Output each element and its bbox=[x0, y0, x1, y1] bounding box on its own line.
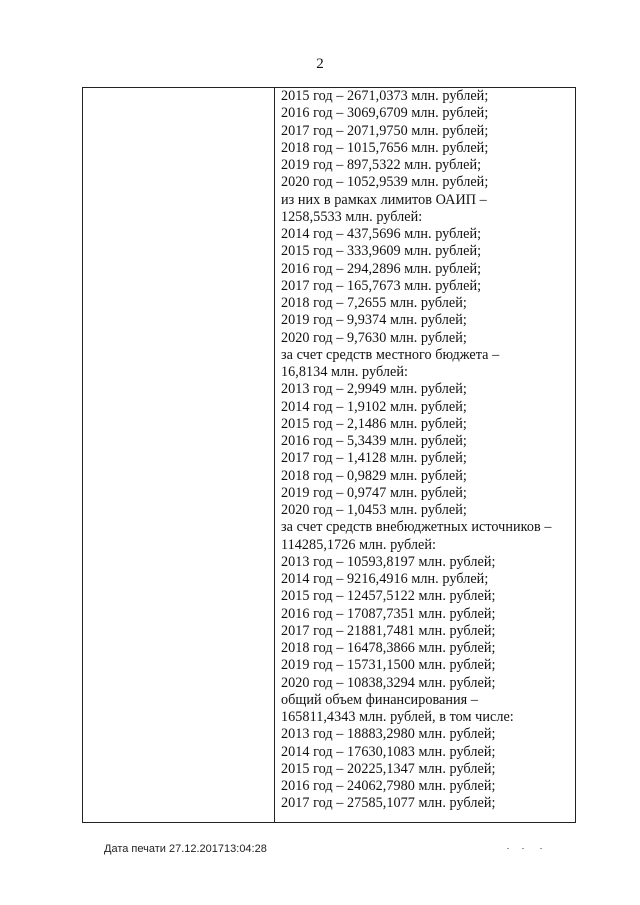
financing-lines-list bbox=[275, 88, 575, 813]
financing-line: 2019 год – 0,9747 млн. рублей; bbox=[281, 484, 467, 501]
financing-line: 2019 год – 9,9374 млн. рублей; bbox=[281, 312, 467, 329]
financing-line: 2015 год – 2,1486 млн. рублей; bbox=[281, 415, 467, 432]
financing-line: 2013 год – 2,9949 млн. рублей; bbox=[281, 381, 467, 398]
financing-line: 2020 год – 10838,3294 млн. рублей; bbox=[281, 674, 496, 691]
financing-line: 16,8134 млн. рублей: bbox=[281, 364, 408, 380]
table-left-cell bbox=[83, 88, 275, 823]
financing-line: 2014 год – 9216,4916 млн. рублей; bbox=[281, 571, 489, 587]
financing-line: 2014 год – 1,9102 млн. рублей; bbox=[281, 398, 467, 415]
financing-line: 2017 год – 27585,1077 млн. рублей; bbox=[281, 795, 496, 812]
financing-line: 2020 год – 9,7630 млн. рублей; bbox=[281, 329, 467, 346]
financing-line: 165811,4343 млн. рублей, в том числе: bbox=[281, 709, 514, 725]
financing-line: 2013 год – 18883,2980 млн. рублей; bbox=[281, 726, 496, 743]
financing-line: 2013 год – 10593,8197 млн. рублей; bbox=[281, 553, 496, 570]
financing-line: 2018 год – 0,9829 млн. рублей; bbox=[281, 467, 467, 484]
financing-line: 2014 год – 17630,1083 млн. рублей; bbox=[281, 743, 496, 760]
financing-line: 2015 год – 2671,0373 млн. рублей; bbox=[281, 88, 489, 104]
page-number: 2 bbox=[316, 56, 324, 72]
financing-line: 2017 год – 1,4128 млн. рублей; bbox=[281, 450, 467, 467]
financing-line: 2019 год – 15731,1500 млн. рублей; bbox=[281, 657, 496, 674]
financing-line: за счет средств местного бюджета – bbox=[281, 346, 500, 363]
print-date: Дата печати 27.12.201713:04:28 bbox=[104, 843, 267, 855]
financing-table bbox=[82, 87, 576, 823]
table-right-cell bbox=[275, 88, 576, 823]
financing-line: 2018 год – 16478,3866 млн. рублей; bbox=[281, 640, 496, 656]
financing-line: 2015 год – 12457,5122 млн. рублей; bbox=[281, 588, 496, 605]
scan-noise-marks bbox=[507, 846, 543, 852]
financing-line: 2017 год – 165,7673 млн. рублей; bbox=[281, 277, 482, 294]
financing-line: 1258,5533 млн. рублей: bbox=[281, 208, 423, 225]
financing-line: 2016 год – 294,2896 млн. рублей; bbox=[281, 260, 482, 277]
financing-line: из них в рамках лимитов ОАИП – bbox=[281, 191, 487, 208]
financing-line: 2016 год – 5,3439 млн. рублей; bbox=[281, 433, 467, 449]
financing-line: 114285,1726 млн. рублей: bbox=[281, 536, 437, 553]
financing-line: 2020 год – 1,0453 млн. рублей; bbox=[281, 502, 467, 518]
financing-line: 2017 год – 2071,9750 млн. рублей; bbox=[281, 122, 489, 139]
financing-line: 2018 год – 1015,7656 млн. рублей; bbox=[281, 139, 489, 156]
financing-line: 2018 год – 7,2655 млн. рублей; bbox=[281, 295, 467, 311]
financing-line: 2020 год – 1052,9539 млн. рублей; bbox=[281, 174, 489, 191]
financing-line: 2015 год – 20225,1347 млн. рублей; bbox=[281, 760, 496, 777]
financing-line: 2014 год – 437,5696 млн. рублей; bbox=[281, 226, 482, 242]
financing-line: 2019 год – 897,5322 млн. рублей; bbox=[281, 157, 482, 173]
financing-line: 2017 год – 21881,7481 млн. рублей; bbox=[281, 622, 496, 639]
financing-line: 2016 год – 3069,6709 млн. рублей; bbox=[281, 105, 489, 122]
financing-line: за счет средств внебюджетных источников – bbox=[281, 519, 552, 536]
table-row bbox=[83, 88, 576, 823]
financing-line: 2016 год – 17087,7351 млн. рублей; bbox=[281, 605, 496, 622]
financing-line: 2016 год – 24062,7980 млн. рублей; bbox=[281, 778, 496, 794]
financing-line: 2015 год – 333,9609 млн. рублей; bbox=[281, 243, 482, 260]
financing-line: общий объем финансирования – bbox=[281, 691, 478, 708]
